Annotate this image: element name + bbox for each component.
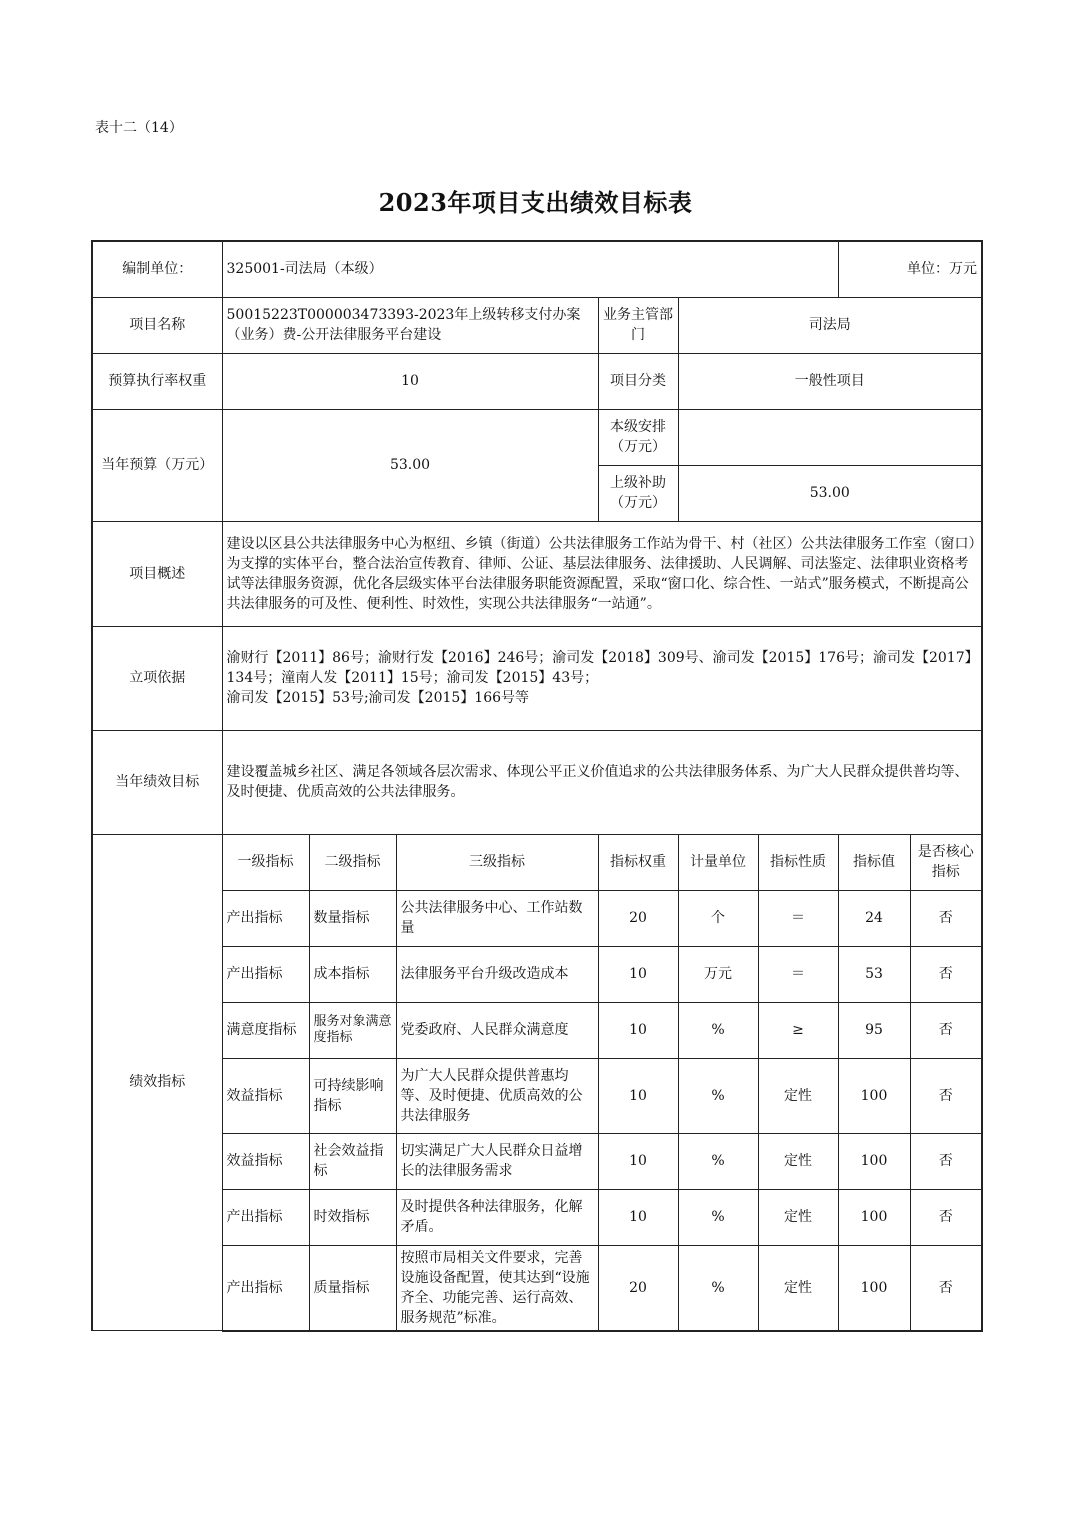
nature-cell: ≥ <box>758 1002 838 1058</box>
upper-label: 上级补助（万元） <box>598 465 678 521</box>
level3-cell: 党委政府、人民群众满意度 <box>396 1002 598 1058</box>
value-cell: 100 <box>838 1058 910 1133</box>
value-cell: 24 <box>838 890 910 946</box>
weight-cell: 20 <box>598 890 678 946</box>
level2-cell: 社会效益指标 <box>309 1133 396 1189</box>
level3-cell: 切实满足广大人民群众日益增长的法律服务需求 <box>396 1133 598 1189</box>
column-header: 指标值 <box>838 834 910 890</box>
table-row <box>92 1058 982 1133</box>
level3-cell: 法律服务平台升级改造成本 <box>396 946 598 1002</box>
nature-cell: 定性 <box>758 1189 838 1245</box>
table-row <box>92 946 982 1002</box>
nature-cell: ＝ <box>758 890 838 946</box>
unit-cell: % <box>678 1133 758 1189</box>
weight-cell: 20 <box>598 1245 678 1331</box>
value-cell: 95 <box>838 1002 910 1058</box>
column-header: 三级指标 <box>396 834 598 890</box>
level2-cell: 数量指标 <box>309 890 396 946</box>
column-header: 一级指标 <box>222 834 309 890</box>
unit-value: 325001-司法局（本级） <box>222 241 838 297</box>
column-header: 计量单位 <box>678 834 758 890</box>
level2-cell: 时效指标 <box>309 1189 396 1245</box>
value-cell: 100 <box>838 1245 910 1331</box>
value-cell: 100 <box>838 1189 910 1245</box>
indicator-header-row <box>92 834 982 890</box>
local-value <box>678 409 982 465</box>
sheet-label: 表十二（14） <box>95 120 183 136</box>
column-header: 二级指标 <box>309 834 396 890</box>
level3-cell: 为广大人民群众提供普惠均等、及时便捷、优质高效的公共法律服务 <box>396 1058 598 1133</box>
weight-cell: 10 <box>598 1189 678 1245</box>
budget-value: 53.00 <box>222 409 598 521</box>
table-row <box>92 1133 982 1189</box>
project-name-row <box>92 297 982 353</box>
column-header: 是否核心指标 <box>910 834 982 890</box>
unit-cell: % <box>678 1245 758 1331</box>
category-label: 项目分类 <box>598 353 678 409</box>
basis-value <box>222 626 982 730</box>
level3-cell: 按照市局相关文件要求，完善设施设备配置，使其达到“设施齐全、功能完善、运行高效、服务规范”标准。 <box>396 1245 598 1331</box>
weight-cell: 10 <box>598 946 678 1002</box>
weight-cell: 10 <box>598 1058 678 1133</box>
goal-value: 建设覆盖城乡社区、满足各领域各层次需求、体现公平正义价值追求的公共法律服务体系、为广大人民群众提供普均等、及时便捷、优质高效的公共法律服务。 <box>222 730 982 834</box>
performance-target-table <box>91 240 983 1332</box>
core-cell: 否 <box>910 946 982 1002</box>
column-header: 指标权重 <box>598 834 678 890</box>
nature-cell: 定性 <box>758 1245 838 1331</box>
weight-cell: 10 <box>598 1002 678 1058</box>
level1-cell: 满意度指标 <box>222 1002 309 1058</box>
goal-row <box>92 730 982 834</box>
level2-cell: 可持续影响指标 <box>309 1058 396 1133</box>
column-header: 指标性质 <box>758 834 838 890</box>
budget-row <box>92 409 982 465</box>
nature-cell: ＝ <box>758 946 838 1002</box>
project-name-value: 50015223T000003473393-2023年上级转移支付办案（业务）费-公开法律服务平台建设 <box>222 297 598 353</box>
core-cell: 否 <box>910 1189 982 1245</box>
value-cell: 100 <box>838 1133 910 1189</box>
table-row <box>92 1002 982 1058</box>
level2-cell: 质量指标 <box>309 1245 396 1331</box>
weight-label: 预算执行率权重 <box>92 353 222 409</box>
level1-cell: 产出指标 <box>222 890 309 946</box>
level1-cell: 效益指标 <box>222 1058 309 1133</box>
basis-row <box>92 626 982 730</box>
level3-cell: 公共法律服务中心、工作站数量 <box>396 890 598 946</box>
project-name-label: 项目名称 <box>92 297 222 353</box>
value-cell: 53 <box>838 946 910 1002</box>
core-cell: 否 <box>910 890 982 946</box>
basis-line-2: 渝司发【2015】53号;渝司发【2015】166号等 <box>226 690 530 706</box>
weight-value: 10 <box>222 353 598 409</box>
goal-label: 当年绩效目标 <box>92 730 222 834</box>
unit-cell: 万元 <box>678 946 758 1002</box>
core-cell: 否 <box>910 1002 982 1058</box>
level3-cell: 及时提供各种法律服务，化解矛盾。 <box>396 1189 598 1245</box>
level1-cell: 效益指标 <box>222 1133 309 1189</box>
overview-row <box>92 521 982 626</box>
upper-value: 53.00 <box>678 465 982 521</box>
currency-note: 单位：万元 <box>838 241 982 297</box>
basis-line-1: 渝财行【2011】86号；渝财行发【2016】246号；渝司发【2018】309号、渝司发【2015】176号；渝司发【2017】134号；潼南人发【2011】15号；渝司发【2015】43号； <box>226 650 972 686</box>
unit-cell: % <box>678 1189 758 1245</box>
nature-cell: 定性 <box>758 1058 838 1133</box>
weight-cell: 10 <box>598 1133 678 1189</box>
level1-cell: 产出指标 <box>222 1245 309 1331</box>
unit-label: 编制单位： <box>92 241 222 297</box>
overview-label: 项目概述 <box>92 521 222 626</box>
dept-label: 业务主管部门 <box>598 297 678 353</box>
core-cell: 否 <box>910 1058 982 1133</box>
core-cell: 否 <box>910 1245 982 1331</box>
level2-cell: 成本指标 <box>309 946 396 1002</box>
unit-cell: 个 <box>678 890 758 946</box>
level2-cell: 服务对象满意度指标 <box>309 1002 396 1058</box>
core-cell: 否 <box>910 1133 982 1189</box>
weight-row <box>92 353 982 409</box>
overview-value: 建设以区县公共法律服务中心为枢纽、乡镇（街道）公共法律服务工作站为骨干、村（社区）公共法律服务工作室（窗口）为支撑的实体平台，整合法治宣传教育、律师、公证、基层法律服务、法律援助、人民调解、司法鉴定、法律职业资格考试等法律服务资源，优化各层级实体平台法律服务职能资源配置，采取“窗口化、综合性、一站式”服务模式，不断提高公共法律服务的可及性、便利性、时效性，实现公共法律服务“一站通”。 <box>222 521 982 626</box>
local-label: 本级安排（万元） <box>598 409 678 465</box>
page-title: 2023年项目支出绩效目标表 <box>378 188 693 217</box>
dept-value: 司法局 <box>678 297 982 353</box>
level1-cell: 产出指标 <box>222 1189 309 1245</box>
level1-cell: 产出指标 <box>222 946 309 1002</box>
header-row <box>92 241 982 297</box>
budget-label: 当年预算（万元） <box>92 409 222 521</box>
basis-label: 立项依据 <box>92 626 222 730</box>
unit-cell: % <box>678 1058 758 1133</box>
table-row <box>92 890 982 946</box>
nature-cell: 定性 <box>758 1133 838 1189</box>
indicators-section-label: 绩效指标 <box>92 834 222 1331</box>
unit-cell: % <box>678 1002 758 1058</box>
table-row <box>92 1189 982 1245</box>
category-value: 一般性项目 <box>678 353 982 409</box>
table-row <box>92 1245 982 1331</box>
